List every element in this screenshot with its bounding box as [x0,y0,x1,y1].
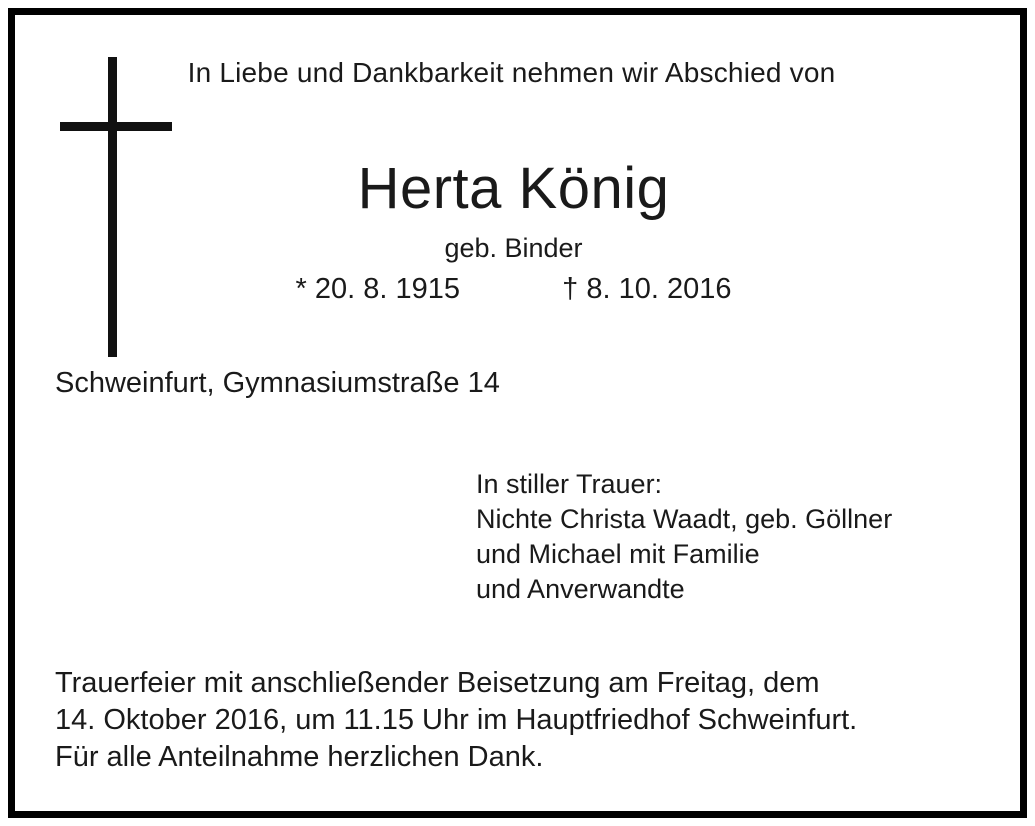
ceremony-line: Trauerfeier mit anschließender Beisetzung am Freitag, dem [55,667,820,699]
ceremony-block [55,665,857,776]
mourners-line: In stiller Trauer: [476,469,663,499]
mourners-line: und Michael mit Familie [476,539,760,569]
maiden-name: geb. Binder [444,233,583,263]
intro-text: In Liebe und Dankbarkeit nehmen wir Abschied von [187,57,836,88]
deceased-name: Herta König [357,156,670,221]
obituary-content [15,15,1020,811]
address-line: Schweinfurt, Gymnasiumstraße 14 [55,367,500,399]
mourners-line: Nichte Christa Waadt, geb. Göllner [476,504,893,534]
life-dates [15,273,1012,306]
birth-date: * 20. 8. 1915 [295,273,461,305]
mourners-line: und Anverwandte [476,574,685,604]
ceremony-line: 14. Oktober 2016, um 11.15 Uhr im Hauptfriedhof Schweinfurt. [55,704,858,736]
death-date: † 8. 10. 2016 [562,273,732,305]
obituary-frame [8,8,1027,818]
mourners-block [476,467,892,607]
ceremony-line: Für alle Anteilnahme herzlichen Dank. [55,741,544,773]
cross-horizontal-bar [60,122,172,131]
